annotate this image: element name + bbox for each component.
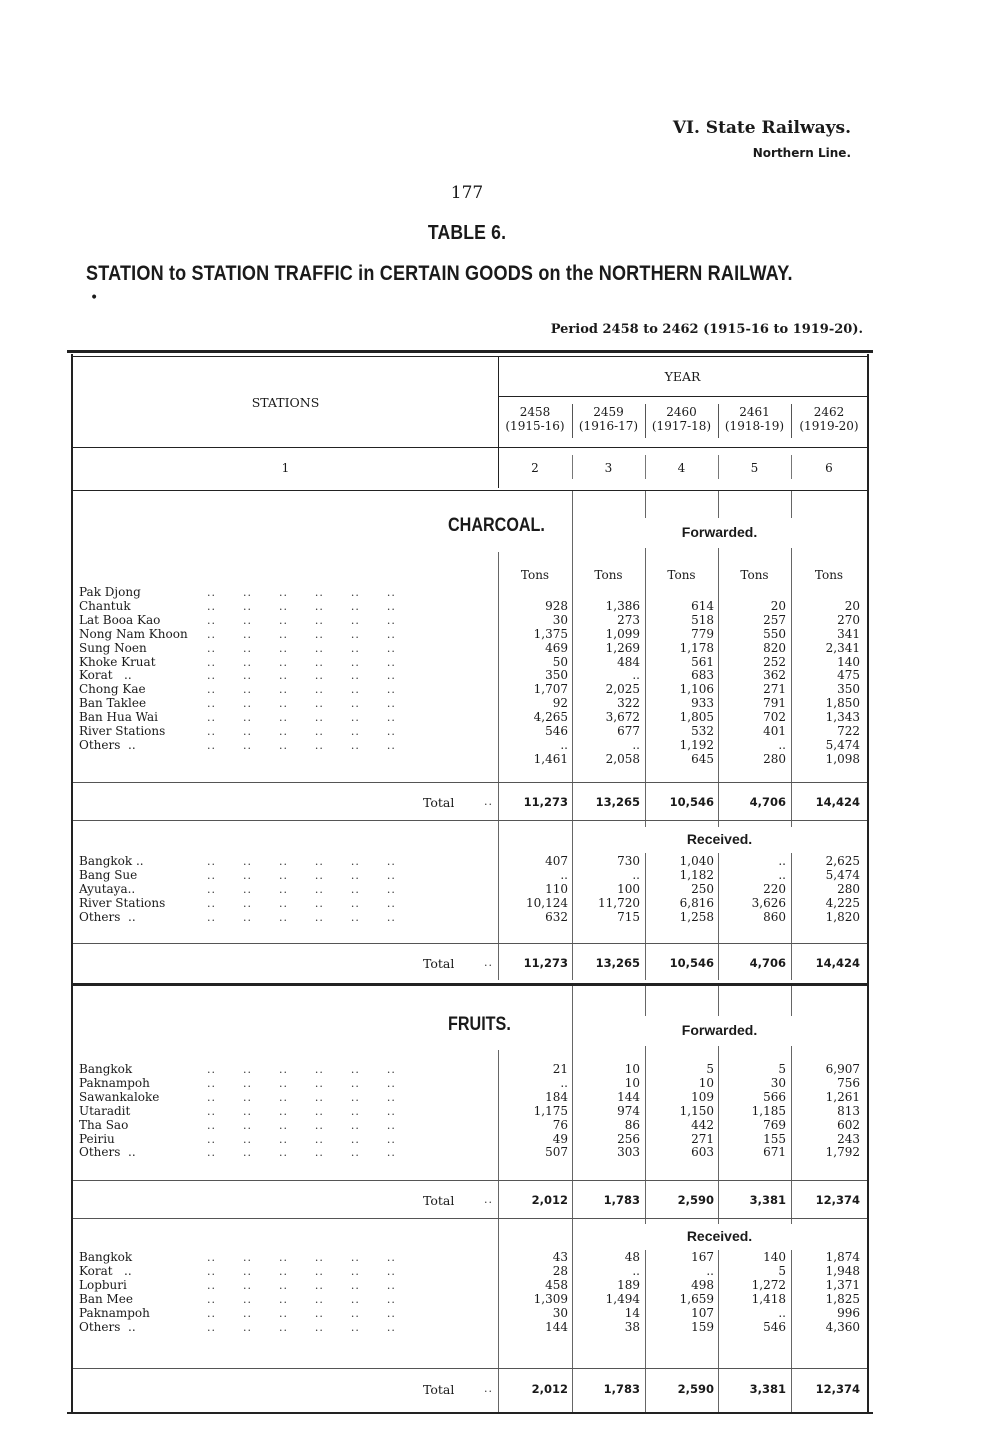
year-be: 2458 xyxy=(519,405,551,419)
body-col-rule xyxy=(572,986,573,1412)
year-be: 2460 xyxy=(666,405,697,419)
year-rule xyxy=(498,396,867,397)
body-col-rule xyxy=(791,491,792,980)
forwarded-values: 20 270 341 2,341 140 475 350 1,850 1,343 722 5,474 1,098 xyxy=(825,598,860,766)
forwarded-total: 2,590 xyxy=(677,1193,714,1207)
year-2459 xyxy=(572,405,645,433)
station-name: Ban Mee xyxy=(79,1291,134,1306)
received-values: 2,625 5,474 280 4,225 1,820 xyxy=(825,854,860,924)
leader-dots: .. .. .. .. .. .. xyxy=(207,855,396,868)
page-title: STATION to STATION TRAFFIC in CERTAIN GOODS on the NORTHERN RAILWAY. xyxy=(86,262,793,285)
station-name: River Stations xyxy=(79,895,166,910)
year-2458 xyxy=(498,405,572,433)
total-rule xyxy=(73,820,867,821)
leader-dots: .. .. .. .. .. .. xyxy=(207,1090,396,1104)
page-number: 177 xyxy=(450,183,484,203)
forwarded-label: Forwarded. xyxy=(681,1022,758,1038)
table-top-rule xyxy=(67,350,873,353)
total-label: Total xyxy=(423,795,455,810)
station-name: Utaradit xyxy=(79,1103,131,1118)
year-col-rule xyxy=(572,455,573,479)
leader-dots: .. .. .. .. .. .. xyxy=(207,1118,396,1132)
received-values: 167 .. 498 1,659 107 159 xyxy=(679,1250,714,1334)
station-name: Lopburi xyxy=(79,1277,127,1292)
leader-dots: .. .. .. .. .. .. xyxy=(207,599,396,613)
forwarded-values: 5 30 566 1,185 769 155 671 xyxy=(751,1062,786,1160)
station-name: Others .. xyxy=(79,1319,136,1334)
station-name: Bang Sue xyxy=(79,867,138,882)
year-be: 2462 xyxy=(813,405,845,419)
leader-dots: .. .. .. .. .. .. xyxy=(207,1132,396,1146)
header-rule xyxy=(73,447,867,448)
leader-dots: .. .. .. .. .. .. xyxy=(207,910,396,924)
received-total: 3,381 xyxy=(749,1382,786,1396)
forwarded-values: 21 .. 184 1,175 76 49 507 xyxy=(533,1062,568,1160)
leader-dots: .. .. .. .. .. .. xyxy=(207,1076,396,1090)
total-rule xyxy=(73,1368,867,1369)
total-label: Total xyxy=(423,956,455,971)
station-name: Bangkok xyxy=(79,1062,133,1076)
received-total: 4,706 xyxy=(749,956,786,970)
unit-label: Tons xyxy=(594,568,623,582)
station-name: Pak Djong xyxy=(79,585,141,599)
year-col-rule xyxy=(718,404,719,438)
total-dots: .. xyxy=(484,956,493,969)
forwarded-total: 11,273 xyxy=(523,795,568,809)
forwarded-total: 10,546 xyxy=(669,795,714,809)
forwarded-total: 2,012 xyxy=(531,1193,568,1207)
total-rule xyxy=(73,1180,867,1181)
forwarded-total: 4,706 xyxy=(749,795,786,809)
received-values: 407 .. 110 10,124 632 xyxy=(526,854,568,924)
leader-dots: .. .. .. .. .. .. xyxy=(207,1278,396,1292)
year-be: 2459 xyxy=(593,405,624,419)
leader-dots: .. .. .. .. .. .. xyxy=(207,725,396,738)
table-right-rule xyxy=(867,354,869,1414)
year-col-rule xyxy=(645,455,646,479)
series-heading: VI. State Railways. xyxy=(672,118,851,138)
station-name: Tha Sao xyxy=(79,1117,129,1132)
station-name: Chantuk xyxy=(79,598,131,613)
total-dots: .. xyxy=(484,795,493,808)
station-name: Paknampoh xyxy=(79,1075,150,1090)
station-name: Korat .. xyxy=(79,1263,132,1278)
received-label: Received. xyxy=(686,1228,753,1244)
station-name: Others .. xyxy=(79,737,136,752)
forwarded-total: 13,265 xyxy=(595,795,640,809)
forwarded-values: 614 518 779 1,178 561 683 1,106 933 1,805 532 1,192 645 xyxy=(679,598,714,766)
commodity-title: FRUITS. xyxy=(448,1014,511,1035)
received-total: 1,783 xyxy=(603,1382,640,1396)
year-2461 xyxy=(718,405,791,433)
leader-dots: .. .. .. .. .. .. xyxy=(207,683,396,697)
table-label: TABLE 6. xyxy=(427,222,507,244)
station-name: Nong Nam Khoon xyxy=(79,626,188,641)
year-col-rule xyxy=(645,404,646,438)
forwarded-total: 14,424 xyxy=(815,795,860,809)
total-rule xyxy=(73,943,867,944)
received-values: 1,040 1,182 250 6,816 1,258 xyxy=(679,854,714,924)
body-col-rule xyxy=(718,986,719,1412)
forwarded-values: 928 30 1,375 469 50 350 1,707 92 4,265 546 .. 1,461 xyxy=(533,598,568,766)
total-label: Total xyxy=(423,1382,455,1397)
station-name: Paknampoh xyxy=(79,1305,150,1320)
leader-dots: .. .. .. .. .. .. xyxy=(207,627,396,641)
column-number: 6 xyxy=(825,461,833,475)
column-number: 3 xyxy=(604,461,613,475)
forwarded-values: 1,386 273 1,099 1,269 484 .. 2,025 322 3,672 677 .. 2,058 xyxy=(605,598,640,766)
leader-dots: .. .. .. .. .. .. xyxy=(207,1264,396,1278)
year-2460 xyxy=(645,405,718,433)
body-col-rule xyxy=(498,552,499,980)
total-dots: .. xyxy=(484,1382,493,1395)
station-name: Bangkok .. xyxy=(79,854,144,868)
received-values: 43 28 458 1,309 30 144 xyxy=(533,1250,568,1334)
year-ce: (1915-16) xyxy=(505,419,565,433)
received-values: 140 5 1,272 1,418 .. 546 xyxy=(751,1250,786,1334)
station-name: Peiriu xyxy=(79,1131,115,1146)
forwarded-values: 5 10 109 1,150 442 271 603 xyxy=(679,1062,714,1160)
stations-col-number: 1 xyxy=(281,461,290,475)
leader-dots: .. .. .. .. .. .. xyxy=(207,896,396,910)
table-top-rule-inner xyxy=(73,356,869,357)
station-name: River Stations xyxy=(79,724,166,738)
commodity-title: CHARCOAL. xyxy=(448,515,545,536)
leader-dots: .. .. .. .. .. .. xyxy=(207,868,396,882)
leader-dots: .. .. .. .. .. .. xyxy=(207,1063,396,1076)
unit-label: Tons xyxy=(667,568,696,582)
year-col-rule xyxy=(791,455,792,479)
station-name: Korat .. xyxy=(79,668,132,683)
section-divider-rule xyxy=(73,983,867,986)
received-label: Received. xyxy=(686,831,753,847)
year-col-rule xyxy=(791,404,792,438)
leader-dots: .. .. .. .. .. .. xyxy=(207,1292,396,1306)
station-name: Ban Taklee xyxy=(79,696,147,711)
column-number: 4 xyxy=(677,461,686,475)
body-col-rule xyxy=(791,986,792,1412)
leader-dots: .. .. .. .. .. .. xyxy=(207,1104,396,1118)
year-header: YEAR xyxy=(664,369,701,384)
leader-dots: .. .. .. .. .. .. xyxy=(207,697,396,711)
forwarded-total: 3,381 xyxy=(749,1193,786,1207)
leader-dots: .. .. .. .. .. .. xyxy=(207,613,396,627)
forwarded-total: 12,374 xyxy=(815,1193,860,1207)
body-col-rule xyxy=(498,1050,499,1412)
period-label: Period 2458 to 2462 (1915-16 to 1919-20). xyxy=(550,322,863,337)
station-name: Ayutaya.. xyxy=(79,881,136,896)
year-be: 2461 xyxy=(739,405,770,419)
forwarded-values: 20 257 550 820 252 362 271 791 702 401 .. 280 xyxy=(763,598,786,766)
unit-label: Tons xyxy=(814,568,844,582)
received-values: 730 .. 100 11,720 715 xyxy=(598,854,640,924)
received-total: 13,265 xyxy=(595,956,640,970)
total-rule xyxy=(73,1218,867,1219)
header-bottom-rule xyxy=(73,490,867,491)
total-rule xyxy=(73,782,867,783)
station-name: Chong Kae xyxy=(79,682,146,697)
leader-dots: .. .. .. .. .. .. xyxy=(207,711,396,725)
stations-header: STATIONS xyxy=(251,395,320,410)
forwarded-values: 6,907 756 1,261 813 602 243 1,792 xyxy=(825,1062,860,1160)
leader-dots: .. .. .. .. .. .. xyxy=(207,655,396,669)
received-total: 12,374 xyxy=(815,1382,860,1396)
year-col-rule xyxy=(572,404,573,438)
total-dots: .. xyxy=(484,1193,493,1206)
year-ce: (1919-20) xyxy=(799,419,859,433)
unit-label: Tons xyxy=(520,568,550,582)
body-col-rule xyxy=(645,491,646,980)
column-number: 2 xyxy=(531,461,539,475)
year-col-rule xyxy=(718,455,719,479)
body-col-rule xyxy=(718,491,719,980)
received-total: 11,273 xyxy=(523,956,568,970)
year-ce: (1916-17) xyxy=(578,419,639,433)
year-2462 xyxy=(791,405,867,433)
unit-label: Tons xyxy=(740,568,769,582)
body-col-rule xyxy=(572,491,573,980)
leader-dots: .. .. .. .. .. .. xyxy=(207,882,396,896)
station-name: Lat Booa Kao xyxy=(79,612,161,627)
leader-dots: .. .. .. .. .. .. xyxy=(207,586,396,599)
forwarded-total: 1,783 xyxy=(603,1193,640,1207)
received-total: 14,424 xyxy=(815,956,860,970)
bullet-mark: • xyxy=(90,290,99,306)
station-name: Bangkok xyxy=(79,1250,133,1264)
body-col-rule xyxy=(645,986,646,1412)
received-total: 2,590 xyxy=(677,1382,714,1396)
station-name: Ban Hua Wai xyxy=(79,710,158,725)
line-subheading: Northern Line. xyxy=(752,146,851,160)
station-name: Others .. xyxy=(79,909,136,924)
received-total: 10,546 xyxy=(669,956,714,970)
total-label: Total xyxy=(423,1193,455,1208)
column-number: 5 xyxy=(750,461,759,475)
forwarded-label: Forwarded. xyxy=(681,524,758,540)
received-values: 48 .. 189 1,494 14 38 xyxy=(605,1250,640,1334)
forwarded-values: 10 10 144 974 86 256 303 xyxy=(617,1062,640,1160)
station-name: Sung Noen xyxy=(79,640,147,655)
received-total: 2,012 xyxy=(531,1382,568,1396)
station-name: Khoke Kruat xyxy=(79,654,156,669)
station-name: Sawankaloke xyxy=(79,1089,160,1104)
table-bottom-rule xyxy=(67,1412,873,1414)
received-values: .. .. 220 3,626 860 xyxy=(751,854,786,924)
leader-dots: .. .. .. .. .. .. xyxy=(207,1146,396,1160)
leader-dots: .. .. .. .. .. .. xyxy=(207,641,396,655)
year-ce: (1918-19) xyxy=(724,419,785,433)
leader-dots: .. .. .. .. .. .. xyxy=(207,738,396,752)
received-values: 1,874 1,948 1,371 1,825 996 4,360 xyxy=(825,1250,860,1334)
leader-dots: .. .. .. .. .. .. xyxy=(207,1306,396,1320)
leader-dots: .. .. .. .. .. .. xyxy=(207,1251,396,1264)
leader-dots: .. .. .. .. .. .. xyxy=(207,1320,396,1334)
table-left-rule xyxy=(71,354,73,1414)
year-ce: (1917-18) xyxy=(651,419,712,433)
station-name: Others .. xyxy=(79,1145,136,1160)
leader-dots: .. .. .. .. .. .. xyxy=(207,669,396,683)
